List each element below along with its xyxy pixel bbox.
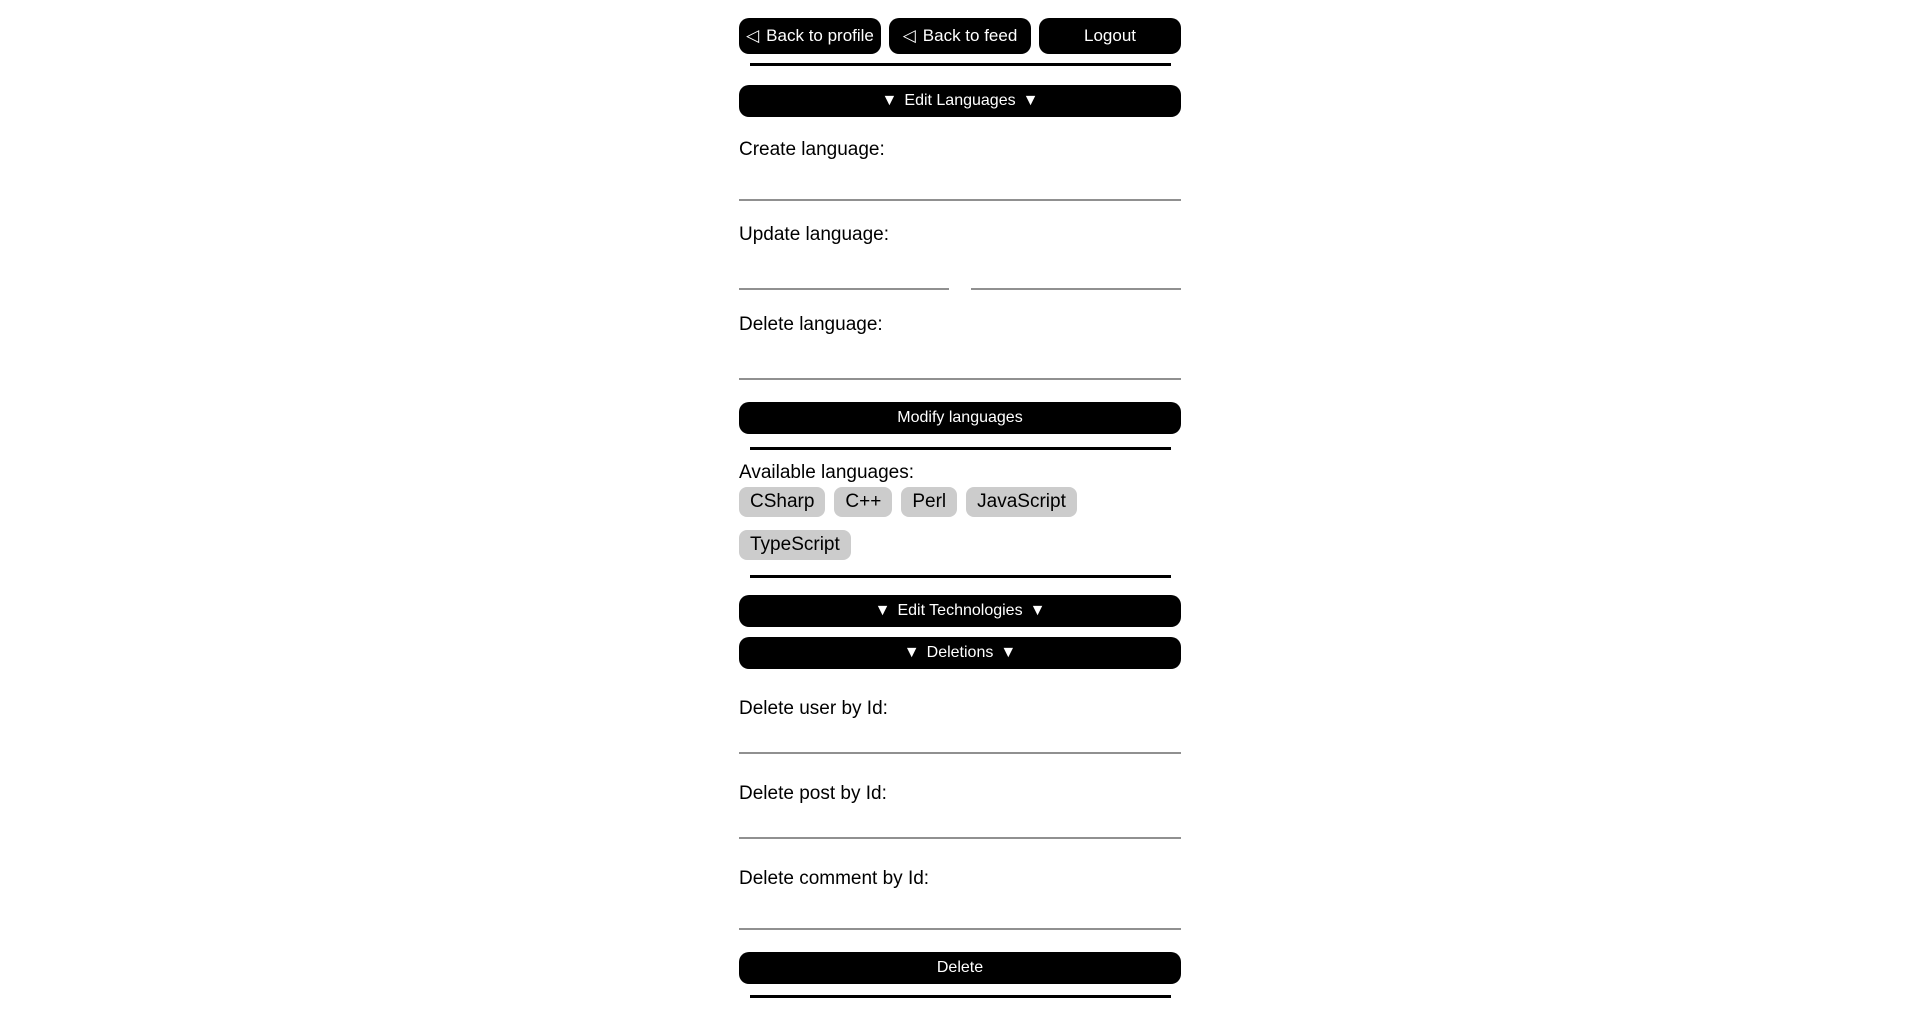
triangle-left-icon: ◁ xyxy=(746,26,760,45)
triangle-left-icon: ◁ xyxy=(902,26,916,45)
triangle-down-icon: ▼ xyxy=(1000,644,1017,661)
language-tag: C++ xyxy=(834,487,892,517)
available-languages-list xyxy=(739,487,1181,560)
delete-language-input[interactable] xyxy=(739,336,1181,380)
delete-post-input[interactable] xyxy=(739,805,1181,839)
modify-languages-button[interactable]: Modify languages xyxy=(739,402,1181,434)
divider xyxy=(750,575,1171,578)
language-tag: CSharp xyxy=(739,487,825,517)
delete-user-input[interactable] xyxy=(739,720,1181,754)
triangle-down-icon: ▼ xyxy=(903,644,920,661)
update-language-input-2[interactable] xyxy=(971,246,1181,290)
triangle-down-icon: ▼ xyxy=(1022,92,1039,109)
edit-languages-toggle-label: Edit Languages xyxy=(904,92,1016,109)
language-tag: TypeScript xyxy=(739,530,851,560)
edit-technologies-toggle-label: Edit Technologies xyxy=(897,602,1023,619)
divider xyxy=(750,63,1171,66)
delete-button[interactable]: Delete xyxy=(739,952,1181,984)
divider xyxy=(750,995,1171,998)
top-button-row xyxy=(739,18,1181,54)
triangle-down-icon: ▼ xyxy=(1029,602,1046,619)
delete-comment-input[interactable] xyxy=(739,890,1181,930)
triangle-down-icon: ▼ xyxy=(881,92,898,109)
language-tag: Perl xyxy=(901,487,957,517)
edit-languages-toggle[interactable] xyxy=(739,85,1181,117)
update-language-inputs xyxy=(739,246,1181,290)
delete-user-label: Delete user by Id: xyxy=(739,698,888,719)
language-tag: JavaScript xyxy=(966,487,1077,517)
back-to-profile-button[interactable] xyxy=(739,18,881,54)
delete-language-label: Delete language: xyxy=(739,314,883,335)
logout-button[interactable] xyxy=(1039,18,1181,54)
back-to-profile-label: Back to profile xyxy=(766,26,874,45)
update-language-input-1[interactable] xyxy=(739,246,949,290)
back-to-feed-button[interactable] xyxy=(889,18,1031,54)
delete-comment-label: Delete comment by Id: xyxy=(739,868,930,889)
divider xyxy=(750,447,1171,450)
update-language-label: Update language: xyxy=(739,224,890,245)
admin-panel xyxy=(739,0,1181,998)
delete-post-label: Delete post by Id: xyxy=(739,783,887,804)
deletions-toggle[interactable] xyxy=(739,637,1181,669)
create-language-label: Create language: xyxy=(739,139,885,160)
deletions-toggle-label: Deletions xyxy=(926,644,994,661)
triangle-down-icon: ▼ xyxy=(874,602,891,619)
edit-technologies-toggle[interactable] xyxy=(739,595,1181,627)
back-to-feed-label: Back to feed xyxy=(922,26,1018,45)
logout-label: Logout xyxy=(1084,26,1136,45)
available-languages-label: Available languages: xyxy=(739,462,915,483)
create-language-input[interactable] xyxy=(739,161,1181,201)
